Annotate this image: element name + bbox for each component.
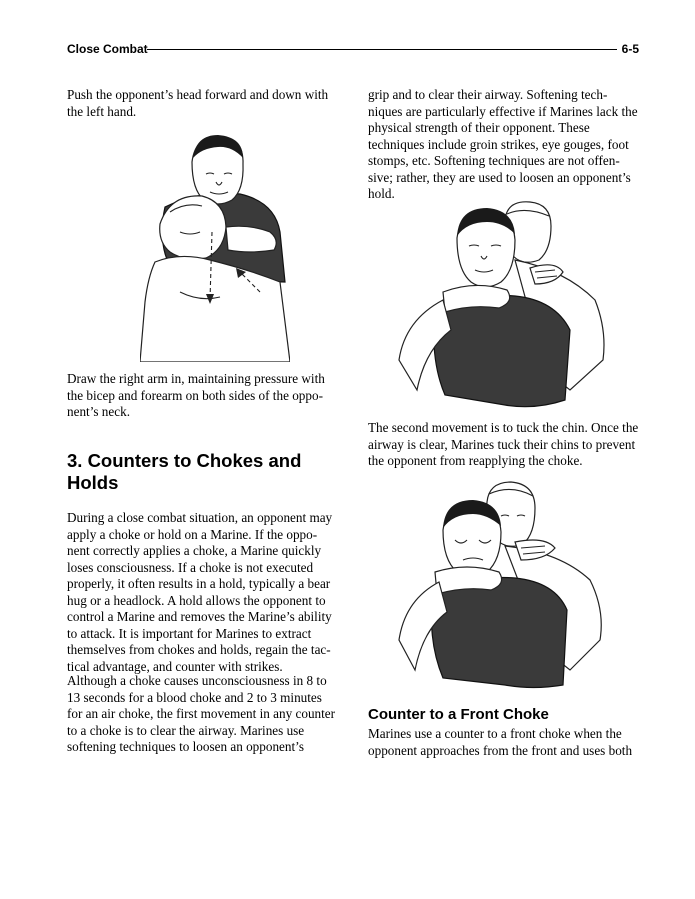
section-heading: 3. Counters to Chokes and Holds [67,450,302,493]
section-heading-block [67,450,339,494]
rear-choke-grip-illustration-icon [395,200,610,410]
right-paragraph-2 [368,420,641,470]
right-paragraph-1 [368,87,641,203]
paragraph-text: Although a choke causes unconsciousness in 8 to 13 seconds for a blood choke and 2 to 3 minutes for an air choke, the first movement in any counter to a choke is to clear the airway. Marines use softening techniques to loosen an opponent’s [67,673,336,754]
paragraph-text: During a close combat situation, an opponent may apply a choke or hold on a Marine. If the oppo-nent correctly applies a choke, a Marine quickly loses consciousness. If a choke is not executed properly, it often results in a hold, typically a bear hug or a headlock. A hold allows the opponent to control a Marine and removes the Marine’s ability to attack. It is important for Marines to extract themselves from chokes and holds, regain the tac-tical advantage, and counter with strikes. [67,510,333,674]
paragraph-text: Draw the right arm in, maintaining pressure with the bicep and forearm on both sides of the oppo-nent’s neck. [67,371,325,419]
left-paragraph-2 [67,371,339,421]
running-title: Close Combat [67,42,148,56]
paragraph-text: Marines use a counter to a front choke when the opponent approaches from the front and uses both [368,726,633,758]
subsection-heading: Counter to a Front Choke [368,706,549,723]
chin-tuck-illustration-icon [395,480,610,690]
paragraph-text: Push the opponent’s head forward and down with the left hand. [67,87,329,119]
choke-hold-illustration-icon [140,132,290,362]
left-paragraph-1 [67,87,339,120]
page-number: 6-5 [621,42,639,56]
header-rule [147,49,617,50]
left-paragraph-4 [67,673,339,756]
paragraph-text: grip and to clear their airway. Softening tech-niques are particularly effective if Marines lack the physical strength of their opponent. These techniques include groin strikes, eye gouges, foot stomps, etc. Softening techniques are not offen-sive; rather, they are used to loosen an opponent’s hold. [368,87,638,201]
paragraph-text: The second movement is to tuck the chin. Once the airway is clear, Marines tuck their chins to prevent the opponent from reapplying the choke. [368,420,639,468]
page-header [67,42,639,58]
right-paragraph-3 [368,726,641,759]
left-paragraph-3 [67,510,339,675]
subheading-block [368,706,641,724]
